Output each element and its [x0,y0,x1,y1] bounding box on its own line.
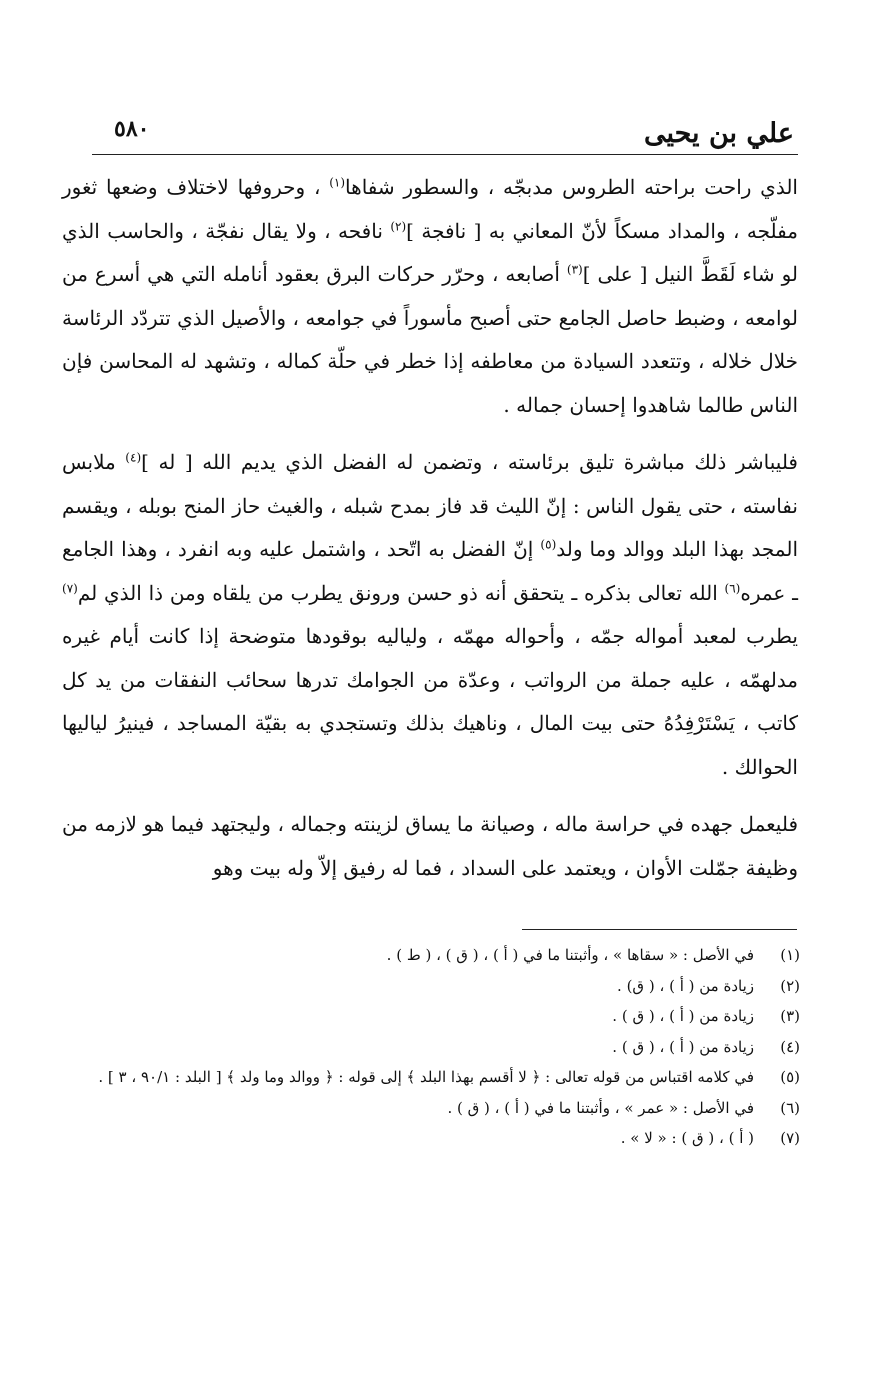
text-run: الذي راحت براحته الطروس مدبجّه ، والسطور شفاها [345,175,798,199]
text-run: الله تعالى بذكره ـ يتحقق أنه ذو حسن ورونق يطرب من يلقاه ومن ذا الذي لم [77,580,725,605]
footnote-number: (١) [780,946,800,964]
text-run: يطرب لمعبد أمواله جمّه ، وأحواله مهمّه ، ولياليه بوقودها متوضحة إذا كانت أيام غيره مدلهمّه ، عليه جملة من الرواتب ، وعدّة من الجوامك تدرها سحائب النفقات من يد كل كاتب ، يَسْتَرْفِدُهُ حتى بيت المال ، وناهيك بذلك وتستجدي به بقيّة المساجد ، فينيرُ لياليها الحوالك . [62,624,798,779]
footnote-reference: (٥) [540,537,557,552]
footnote-number: (٤) [780,1037,800,1056]
footnote-item [72,1093,800,1124]
footnote-item [72,1123,800,1154]
footnote-item [72,971,800,1002]
text-run: فليباشر ذلك مباشرة تليق برئاسته ، وتضمن له الفضل الذي يديم الله [ له ] [141,450,798,474]
footnote-text: زيادة من ( أ ) ، ( ق ) . [612,1007,754,1025]
footnote-reference: (٧) [62,580,78,595]
paragraph-spacer [62,789,798,803]
footnote-number: (٢) [780,976,800,995]
text-run: ملابس نفاسته ، حتى يقول الناس : إنّ الليث قد فاز بمدح شبله ، والغيث حاز المنح بوبله ، ويقسم المجد بهذا البلد ووالد وما ولد [62,450,799,561]
paragraph [62,166,798,427]
footnote-number: (٦) [780,1098,800,1117]
footnote-text: في الأصل : « عمر » ، وأثبتنا ما في ( أ ) ، ( ق ) . [447,1098,754,1117]
footnote-item [72,940,800,971]
main-text [62,166,798,890]
text-run: إنّ الفضل به اتّحد ، واشتمل عليه وبه انفرد ، وهذا الجامع ـ عمره [62,537,799,605]
paragraph [62,803,798,890]
running-header [92,108,798,155]
page-number: ٥٨٠ [114,116,150,142]
footnote-reference: (٣) [566,262,583,277]
paragraph-spacer [62,427,798,441]
text-run: أصابعه ، وحرّر حركات البرق بعقود أنامله التي هي أسرع من لوامعه ، وضبط حاصل الجامع حتى أصبح مأسوراً في جوامعه ، والأصيل الذي تتردّد الرئاسة خلال خلاله ، وتتعدد السيادة من معاطفه إذا خطر في حلّة كماله ، وتشهد له المحاسن فإن الناس طالما شاهدوا إحسان جماله . [62,262,798,417]
footnote-item [72,1001,800,1032]
footnote-reference: (٢) [390,218,407,233]
footnote-number: (٣) [780,1007,800,1025]
footnote-text: في كلامه اقتباس من قوله تعالى : ﴿ لا أقسم بهذا البلد ﴾ إلى قوله : ﴿ ووالد وما ولد ﴾ [ البلد : ٩٠/١ ، ٣ ] . [98,1068,754,1086]
footnote-item [72,1032,800,1063]
footnote-reference: (١) [329,175,346,190]
footnote-reference: (٦) [724,580,741,595]
footnote-item [72,1062,800,1093]
footnote-text: زيادة من ( أ ) ، ( ق) . [617,976,754,995]
footnote-number: (٧) [780,1129,800,1147]
paragraph [62,441,798,789]
footnotes [72,940,800,1154]
text-run: فليعمل جهده في حراسة ماله ، وصيانة ما يساق لزينته وجماله ، وليجتهد فيما هو لازمه من وظيفة جمّلت الأوان ، ويعتمد على السداد ، فما له رفيق إلاّ وله بيت وهو [62,812,798,880]
footnote-text: في الأصل : « سقاها » ، وأثبتنا ما في ( أ ) ، ( ق ) ، ( ط ) . [386,946,754,964]
running-header-title: علي بن يحيى [643,118,794,149]
footnote-reference: (٤) [125,450,142,465]
footnote-text: ( أ ) ، ( ق ) : « لا » . [620,1129,754,1147]
footnote-divider [522,929,797,930]
footnote-number: (٥) [780,1068,800,1086]
text-run: ، وحروفها لاختلاف وضعها ثغور مفلّجه ، والمداد مسكاً لأنّ المعاني به [ نافجة ] [62,175,798,243]
text-run: نافحه ، ولا يقال نفجّة ، والحاسب الذي لو شاء لَقَطَّ النيل [ على ] [62,218,799,286]
footnote-text: زيادة من ( أ ) ، ( ق ) . [612,1037,754,1056]
